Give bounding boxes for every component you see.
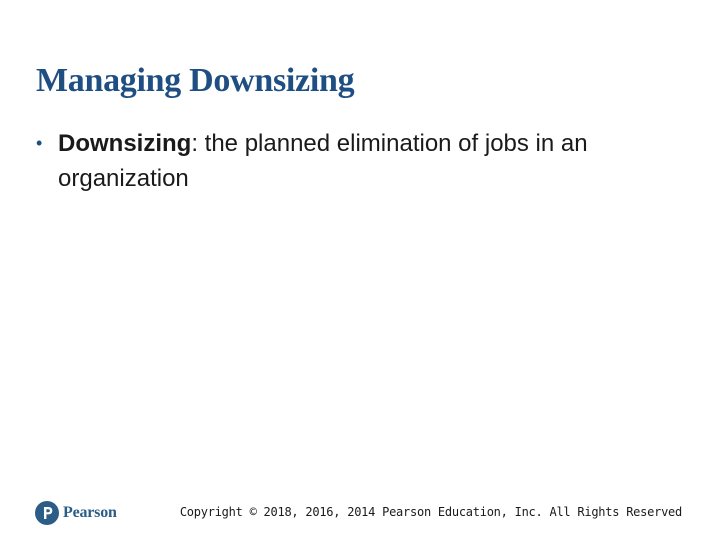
slide-title: Managing Downsizing [36, 62, 355, 99]
pearson-logo-text: Pearson [63, 504, 117, 521]
copyright-notice: Copyright © 2018, 2016, 2014 Pearson Education, Inc. All Rights Reserved [179, 505, 682, 519]
bullet-item [36, 126, 696, 196]
bullet-definition: : the planned elimination of jobs in an organization [58, 130, 588, 192]
bullet-list [36, 126, 696, 196]
pearson-logo [35, 500, 117, 526]
pearson-p-logo-icon [35, 501, 59, 525]
bullet-marker: • [36, 133, 43, 153]
bullet-term: Downsizing [58, 130, 192, 157]
